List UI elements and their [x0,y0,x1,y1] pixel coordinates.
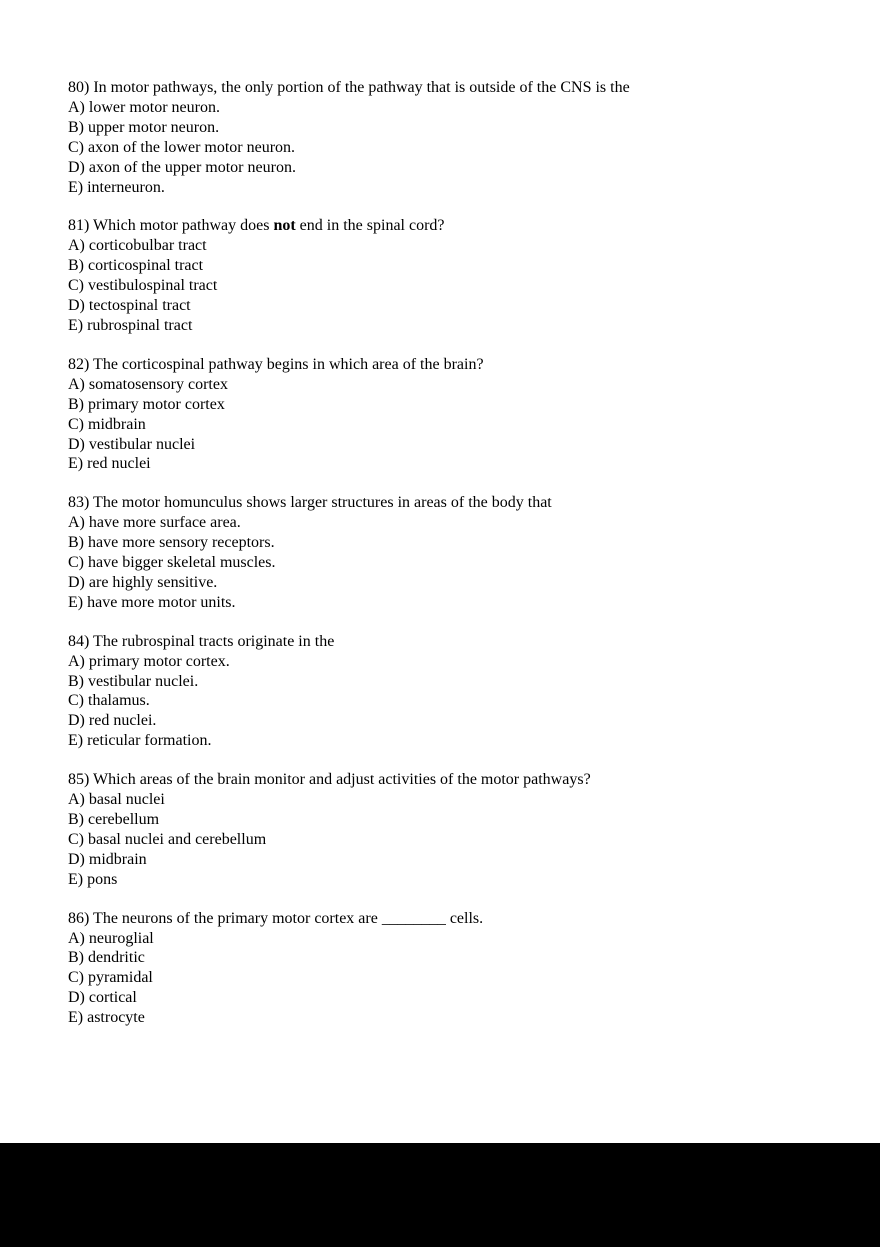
answer-option: B) corticospinal tract [68,257,204,275]
question-block [68,770,813,889]
question-stem [68,216,813,236]
stem-text: The corticospinal pathway begins in which area of the brain? [89,355,484,373]
answer-option: C) thalamus. [68,692,150,710]
answer-option: B) upper motor neuron. [68,118,220,136]
answer-option: E) red nuclei [68,455,151,473]
answer-option: D) midbrain [68,850,147,868]
question-stem [68,770,813,790]
bottom-black-bar [0,1143,880,1247]
answer-option: D) vestibular nuclei [68,435,196,453]
stem-text: The neurons of the primary motor cortex are ________ cells. [89,909,484,927]
answer-option: E) pons [68,870,118,888]
answer-option: C) midbrain [68,415,146,433]
stem-text: The rubrospinal tracts originate in the [89,632,335,650]
answer-option: B) primary motor cortex [68,395,225,413]
question-list [68,78,813,1028]
answer-option: D) axon of the upper motor neuron. [68,158,296,176]
question-number: 82) [68,355,90,373]
answer-option: A) have more surface area. [68,514,241,532]
question-stem [68,909,813,929]
question-block [68,493,813,612]
answer-option: E) rubrospinal tract [68,316,193,334]
stem-text: Which motor pathway does [89,217,274,235]
stem-text: In motor pathways, the only portion of the pathway that is outside of the CNS is the [89,79,630,96]
answer-option: B) vestibular nuclei. [68,672,199,690]
answer-option: E) astrocyte [68,1009,145,1027]
question-block [68,216,813,335]
question-block [68,355,813,474]
question-stem [68,78,813,98]
stem-text: end in the spinal cord? [295,217,445,235]
answer-option: A) primary motor cortex. [68,652,230,670]
answer-option: A) basal nuclei [68,791,165,809]
answer-option: A) neuroglial [68,929,154,947]
question-stem [68,632,813,652]
question-stem [68,355,813,375]
answer-option: C) pyramidal [68,969,153,987]
answer-option: B) dendritic [68,949,145,967]
question-block [68,632,813,751]
answer-option: D) are highly sensitive. [68,573,218,591]
answer-option: D) cortical [68,989,137,1007]
answer-option: E) reticular formation. [68,732,212,750]
answer-option: C) basal nuclei and cerebellum [68,830,267,848]
answer-option: A) somatosensory cortex [68,375,228,393]
answer-option: A) lower motor neuron. [68,98,220,116]
question-number: 85) [68,771,90,789]
answer-option: C) axon of the lower motor neuron. [68,138,296,156]
answer-option: D) tectospinal tract [68,297,191,315]
question-block [68,909,813,1028]
question-number: 86) [68,909,90,927]
stem-text-bold: not [273,217,296,235]
answer-option: A) corticobulbar tract [68,237,207,255]
stem-text: The motor homunculus shows larger structures in areas of the body that [89,494,552,512]
question-stem [68,493,813,513]
question-block [68,78,813,197]
question-number: 80) [68,79,90,96]
stem-text: Which areas of the brain monitor and adjust activities of the motor pathways? [89,771,591,789]
answer-option: E) have more motor units. [68,593,236,611]
question-number: 84) [68,632,90,650]
answer-option: C) have bigger skeletal muscles. [68,554,276,572]
answer-option: B) cerebellum [68,811,160,828]
answer-option: E) interneuron. [68,178,165,196]
answer-option: B) have more sensory receptors. [68,534,275,552]
question-number: 81) [68,217,90,235]
answer-option: D) red nuclei. [68,712,157,730]
answer-option: C) vestibulospinal tract [68,277,218,295]
question-number: 83) [68,494,90,512]
